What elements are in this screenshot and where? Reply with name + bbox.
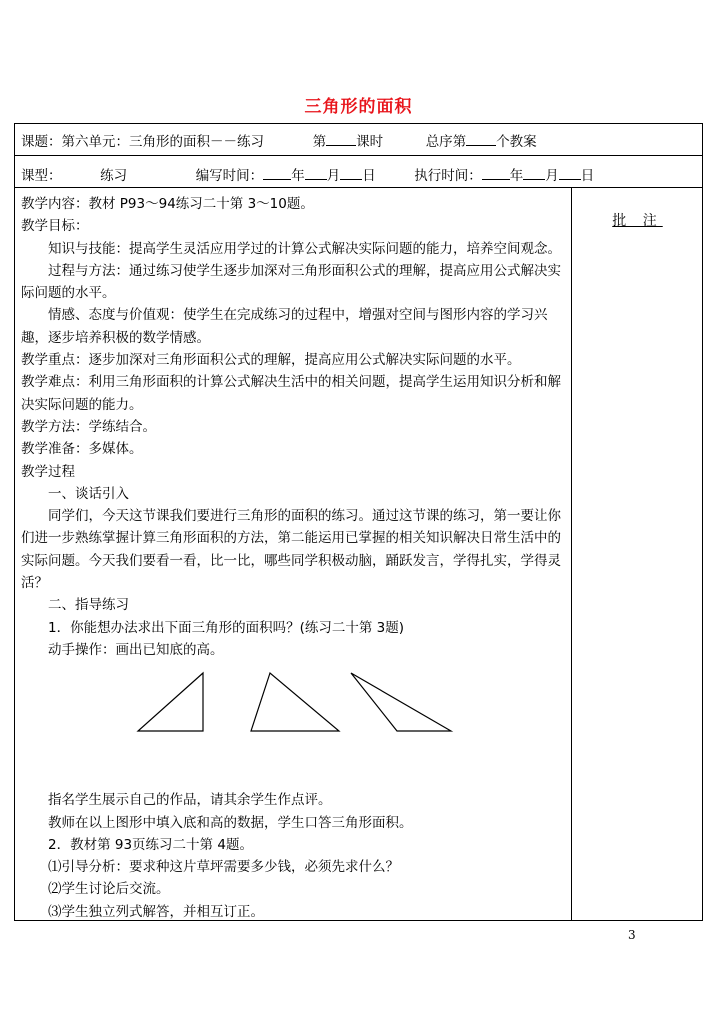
write-day-blank [340, 165, 362, 180]
header-row-type [21, 165, 594, 185]
goal-emotion: 情感、态度与价值观：使学生在完成练习的过程中，增强对空间与图形内容的学习兴趣，逐步培养积极的数学情感。 [21, 307, 548, 346]
write-month: 月 [326, 168, 341, 184]
page-number: 3 [628, 928, 636, 942]
question-2-step-3: ⑶学生独立列式解答，并相互订正。 [48, 903, 264, 920]
exec-day-blank [559, 165, 581, 180]
write-time-label: 编写时间： [195, 168, 264, 184]
annotation-heading: 批 注 [612, 213, 663, 229]
lesson-content [21, 193, 566, 923]
goal-process: 过程与方法：通过练习使学生逐步加深对三角形面积公式的理解，提高应用公式解决实际问题的水平。 [21, 262, 561, 302]
period-prefix: 第 [312, 134, 327, 150]
key-point: 教学重点：逐步加深对三角形面积公式的理解，提高应用公式解决实际问题的水平。 [21, 352, 521, 369]
row-divider [15, 155, 702, 156]
exec-year: 年 [509, 168, 524, 184]
period-blank [326, 131, 356, 146]
total-blank [466, 131, 496, 146]
triangle-acute [251, 673, 339, 731]
lesson-plan-table [14, 123, 703, 921]
question-1: 1．你能想办法求出下面三角形的面积吗？(练习二十第 3题) [48, 619, 405, 636]
column-divider [571, 187, 572, 920]
exec-year-blank [482, 165, 510, 180]
total-prefix: 总序第 [425, 134, 467, 150]
question-2-step-2: ⑵学生讨论后交流。 [48, 881, 170, 898]
header-row-lesson [21, 131, 537, 151]
type-value: 练习 [100, 168, 128, 184]
exec-month: 月 [545, 168, 559, 184]
question-2-step-1: ⑴引导分析：要求种这片草坪需要多少钱，必须先求什么？ [48, 859, 399, 876]
question-1-fill: 教师在以上图形中填入底和高的数据，学生口答三角形面积。 [48, 814, 413, 831]
total-suffix: 个教案 [496, 134, 537, 150]
question-1-action: 动手操作：画出已知底的高。 [48, 641, 224, 658]
goals-heading: 教学目标： [21, 218, 89, 235]
type-label: 课型： [21, 168, 62, 184]
write-month-blank [305, 165, 327, 180]
question-1-show: 指名学生展示自己的作品，请其余学生作点评。 [48, 792, 332, 809]
section-practice-heading: 二、指导练习 [48, 597, 129, 614]
row-divider [15, 187, 702, 188]
write-year-blank [263, 165, 291, 180]
preparation: 教学准备：多媒体。 [21, 441, 143, 458]
process-heading: 教学过程 [21, 463, 75, 480]
section-intro-heading: 一、谈话引入 [48, 485, 129, 502]
lesson-label: 课题：第六单元：三角形的面积－－练习 [21, 134, 264, 150]
question-2: 2．教材第 93页练习二十第 4题。 [48, 836, 253, 853]
triangle-figures [21, 667, 566, 785]
exec-day: 日 [580, 168, 595, 184]
triangle-right [138, 673, 203, 731]
write-day: 日 [362, 168, 376, 184]
write-year: 年 [291, 168, 305, 184]
intro-paragraph: 同学们，今天这节课我们要进行三角形的面积的练习。通过这节课的练习，第一要让你们进一步熟练掌握计算三角形面积的方法，第二能运用已掌握的相关知识解决日常生活中的实际问题。今天我们要看一看，比一比，哪些同学积极动脑，踊跃发言，学得扎实，学得灵活？ [21, 508, 561, 592]
content-line: 教学内容：教材 P93～94练习二十第 3～10题。 [21, 196, 314, 212]
period-suffix: 课时 [356, 134, 384, 150]
triangle-obtuse [351, 673, 451, 731]
page-title: 三角形的面积 [304, 97, 413, 117]
difficulty: 教学难点：利用三角形面积的计算公式解决生活中的相关问题，提高学生运用知识分析和解决实际问题的能力。 [21, 374, 561, 413]
goal-knowledge: 知识与技能：提高学生灵活应用学过的计算公式解决实际问题的能力，培养空间观念。 [48, 240, 561, 257]
exec-time-label: 执行时间： [414, 168, 482, 184]
method: 教学方法：学练结合。 [21, 418, 156, 435]
exec-month-blank [523, 165, 545, 180]
